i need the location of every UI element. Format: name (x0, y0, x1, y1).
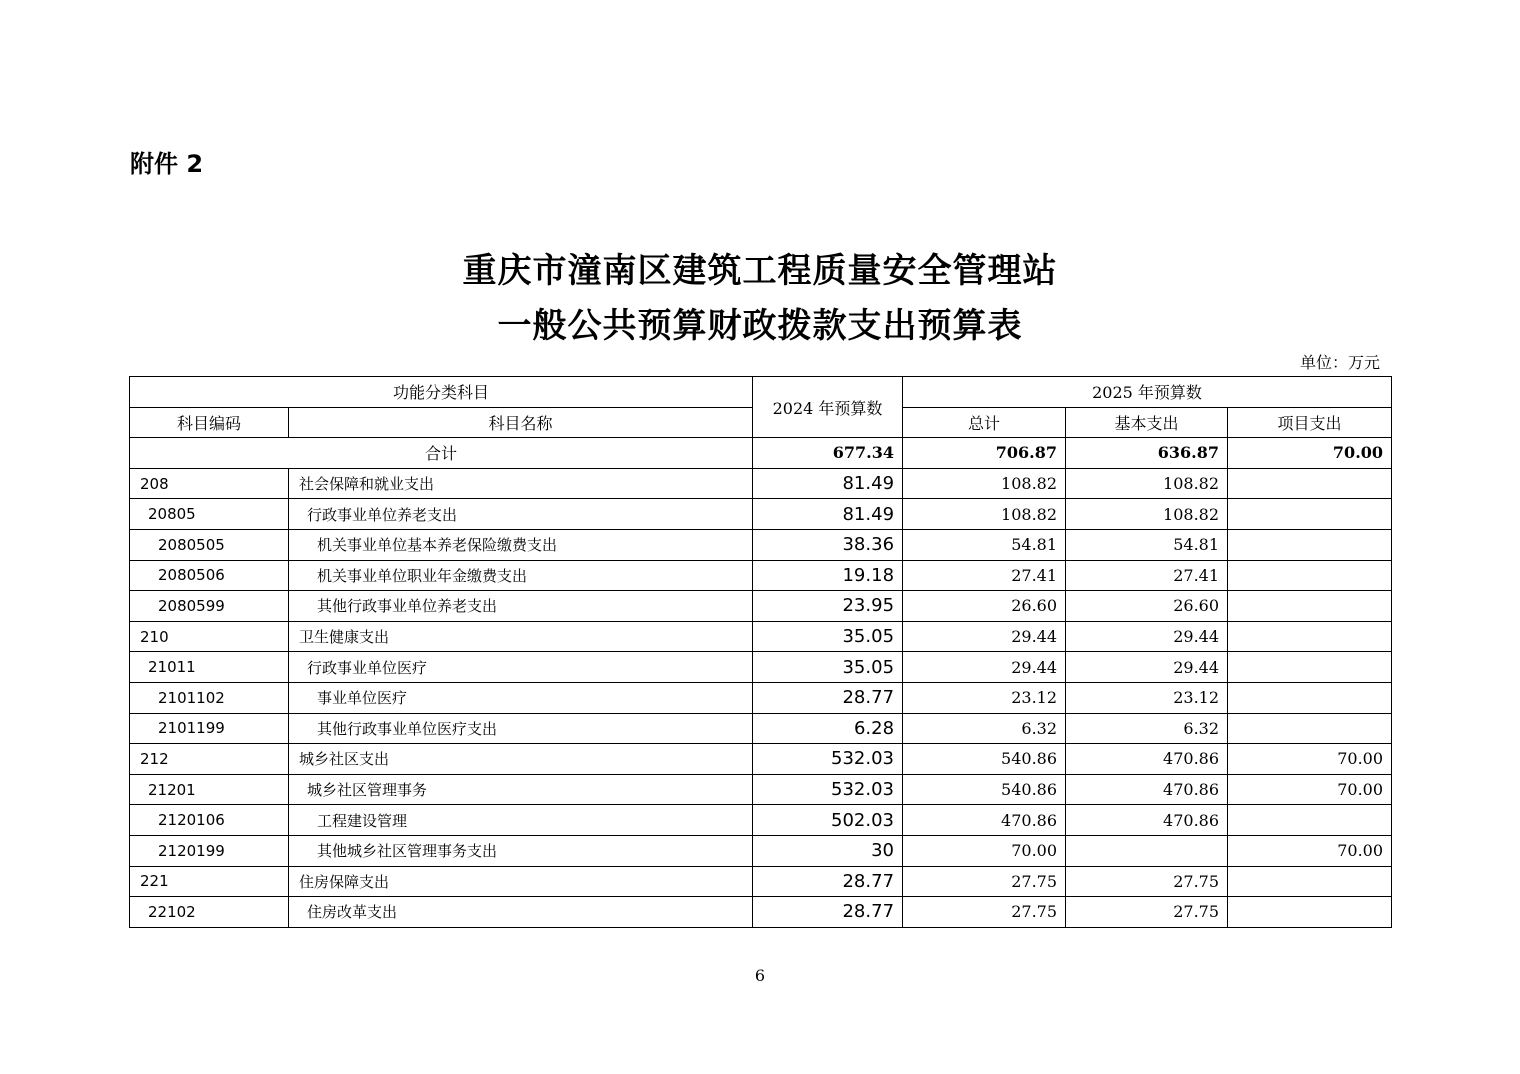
row-2025-basic: 470.86 (1066, 805, 1228, 836)
row-2025-project (1228, 560, 1392, 591)
row-code: 212 (130, 744, 289, 775)
row-2025-basic: 54.81 (1066, 529, 1228, 560)
row-code: 2080506 (130, 560, 289, 591)
row-2025-project (1228, 682, 1392, 713)
row-budget-2024: 28.77 (753, 682, 903, 713)
row-name: 工程建设管理 (289, 805, 753, 836)
total-2025-basic: 636.87 (1066, 438, 1228, 469)
row-2025-total: 6.32 (903, 713, 1066, 744)
row-2025-project (1228, 529, 1392, 560)
row-code: 20805 (130, 499, 289, 530)
page-number: 6 (754, 966, 766, 985)
table-row (130, 652, 1392, 683)
row-2025-total: 29.44 (903, 652, 1066, 683)
row-2025-project: 70.00 (1228, 774, 1392, 805)
row-code: 2080505 (130, 529, 289, 560)
total-2024: 677.34 (753, 438, 903, 469)
table-row (130, 774, 1392, 805)
row-budget-2024: 23.95 (753, 591, 903, 622)
row-2025-basic: 470.86 (1066, 744, 1228, 775)
table-row (130, 897, 1392, 928)
row-2025-basic: 29.44 (1066, 652, 1228, 683)
row-2025-basic: 6.32 (1066, 713, 1228, 744)
row-budget-2024: 502.03 (753, 805, 903, 836)
unit-label: 单位：万元 (1299, 353, 1380, 372)
table-row (130, 713, 1392, 744)
row-2025-basic: 470.86 (1066, 774, 1228, 805)
row-budget-2024: 28.77 (753, 897, 903, 928)
row-budget-2024: 532.03 (753, 774, 903, 805)
row-2025-total: 27.75 (903, 866, 1066, 897)
row-budget-2024: 81.49 (753, 468, 903, 499)
row-name: 社会保障和就业支出 (289, 468, 753, 499)
row-name: 城乡社区管理事务 (289, 774, 753, 805)
row-2025-project (1228, 499, 1392, 530)
row-name: 事业单位医疗 (289, 682, 753, 713)
attachment-label: 附件 2 (130, 150, 204, 178)
row-2025-basic: 26.60 (1066, 591, 1228, 622)
row-code: 2120106 (130, 805, 289, 836)
row-2025-basic: 29.44 (1066, 621, 1228, 652)
row-2025-total: 27.75 (903, 897, 1066, 928)
row-2025-project (1228, 713, 1392, 744)
header-code: 科目编码 (130, 407, 289, 438)
header-row-1 (130, 377, 1392, 408)
row-2025-project (1228, 621, 1392, 652)
row-2025-total: 27.41 (903, 560, 1066, 591)
row-2025-basic: 23.12 (1066, 682, 1228, 713)
row-2025-basic: 108.82 (1066, 499, 1228, 530)
header-func-class: 功能分类科目 (130, 377, 753, 408)
row-budget-2024: 28.77 (753, 866, 903, 897)
table-row (130, 591, 1392, 622)
row-code: 2080599 (130, 591, 289, 622)
row-name: 其他行政事业单位医疗支出 (289, 713, 753, 744)
row-budget-2024: 81.49 (753, 499, 903, 530)
row-code: 221 (130, 866, 289, 897)
total-2025-total: 706.87 (903, 438, 1066, 469)
row-name: 住房改革支出 (289, 897, 753, 928)
table-row (130, 621, 1392, 652)
table-row (130, 744, 1392, 775)
row-name: 机关事业单位基本养老保险缴费支出 (289, 529, 753, 560)
table-row (130, 468, 1392, 499)
table-row (130, 529, 1392, 560)
row-2025-project (1228, 591, 1392, 622)
total-label: 合计 (130, 438, 753, 469)
row-2025-total: 26.60 (903, 591, 1066, 622)
row-2025-basic: 108.82 (1066, 468, 1228, 499)
header-budget-2025: 2025 年预算数 (903, 377, 1392, 408)
row-2025-total: 108.82 (903, 468, 1066, 499)
row-name: 卫生健康支出 (289, 621, 753, 652)
row-code: 21011 (130, 652, 289, 683)
header-name: 科目名称 (289, 407, 753, 438)
row-budget-2024: 19.18 (753, 560, 903, 591)
row-2025-basic: 27.41 (1066, 560, 1228, 591)
row-2025-project: 70.00 (1228, 744, 1392, 775)
row-name: 城乡社区支出 (289, 744, 753, 775)
row-2025-basic: 27.75 (1066, 897, 1228, 928)
row-2025-total: 23.12 (903, 682, 1066, 713)
row-2025-project: 70.00 (1228, 835, 1392, 866)
row-name: 其他行政事业单位养老支出 (289, 591, 753, 622)
row-2025-total: 29.44 (903, 621, 1066, 652)
row-name: 行政事业单位医疗 (289, 652, 753, 683)
header-basic: 基本支出 (1066, 407, 1228, 438)
row-2025-total: 54.81 (903, 529, 1066, 560)
row-2025-project (1228, 805, 1392, 836)
row-2025-project (1228, 866, 1392, 897)
row-budget-2024: 30 (753, 835, 903, 866)
table-row (130, 866, 1392, 897)
document-title-line2: 一般公共预算财政拨款支出预算表 (497, 306, 1023, 346)
row-budget-2024: 38.36 (753, 529, 903, 560)
row-name: 住房保障支出 (289, 866, 753, 897)
document-title-line1: 重庆市潼南区建筑工程质量安全管理站 (462, 251, 1058, 291)
table-row (130, 499, 1392, 530)
row-2025-total: 470.86 (903, 805, 1066, 836)
table-row (130, 835, 1392, 866)
row-code: 2120199 (130, 835, 289, 866)
header-total: 总计 (903, 407, 1066, 438)
row-2025-total: 540.86 (903, 774, 1066, 805)
row-2025-basic (1066, 835, 1228, 866)
row-2025-total: 540.86 (903, 744, 1066, 775)
row-code: 21201 (130, 774, 289, 805)
row-name: 其他城乡社区管理事务支出 (289, 835, 753, 866)
row-2025-project (1228, 897, 1392, 928)
row-name: 行政事业单位养老支出 (289, 499, 753, 530)
row-2025-total: 70.00 (903, 835, 1066, 866)
row-2025-project (1228, 468, 1392, 499)
table-row (130, 682, 1392, 713)
row-2025-project (1228, 652, 1392, 683)
budget-table (129, 376, 1392, 928)
row-2025-basic: 27.75 (1066, 866, 1228, 897)
row-budget-2024: 6.28 (753, 713, 903, 744)
table-row (130, 560, 1392, 591)
row-budget-2024: 532.03 (753, 744, 903, 775)
row-code: 2101199 (130, 713, 289, 744)
row-budget-2024: 35.05 (753, 621, 903, 652)
row-2025-total: 108.82 (903, 499, 1066, 530)
total-row (130, 438, 1392, 469)
row-code: 208 (130, 468, 289, 499)
total-2025-project: 70.00 (1228, 438, 1392, 469)
row-budget-2024: 35.05 (753, 652, 903, 683)
table-row (130, 805, 1392, 836)
row-name: 机关事业单位职业年金缴费支出 (289, 560, 753, 591)
row-code: 22102 (130, 897, 289, 928)
row-code: 2101102 (130, 682, 289, 713)
row-code: 210 (130, 621, 289, 652)
header-budget-2024: 2024 年预算数 (753, 377, 903, 438)
header-project: 项目支出 (1228, 407, 1392, 438)
